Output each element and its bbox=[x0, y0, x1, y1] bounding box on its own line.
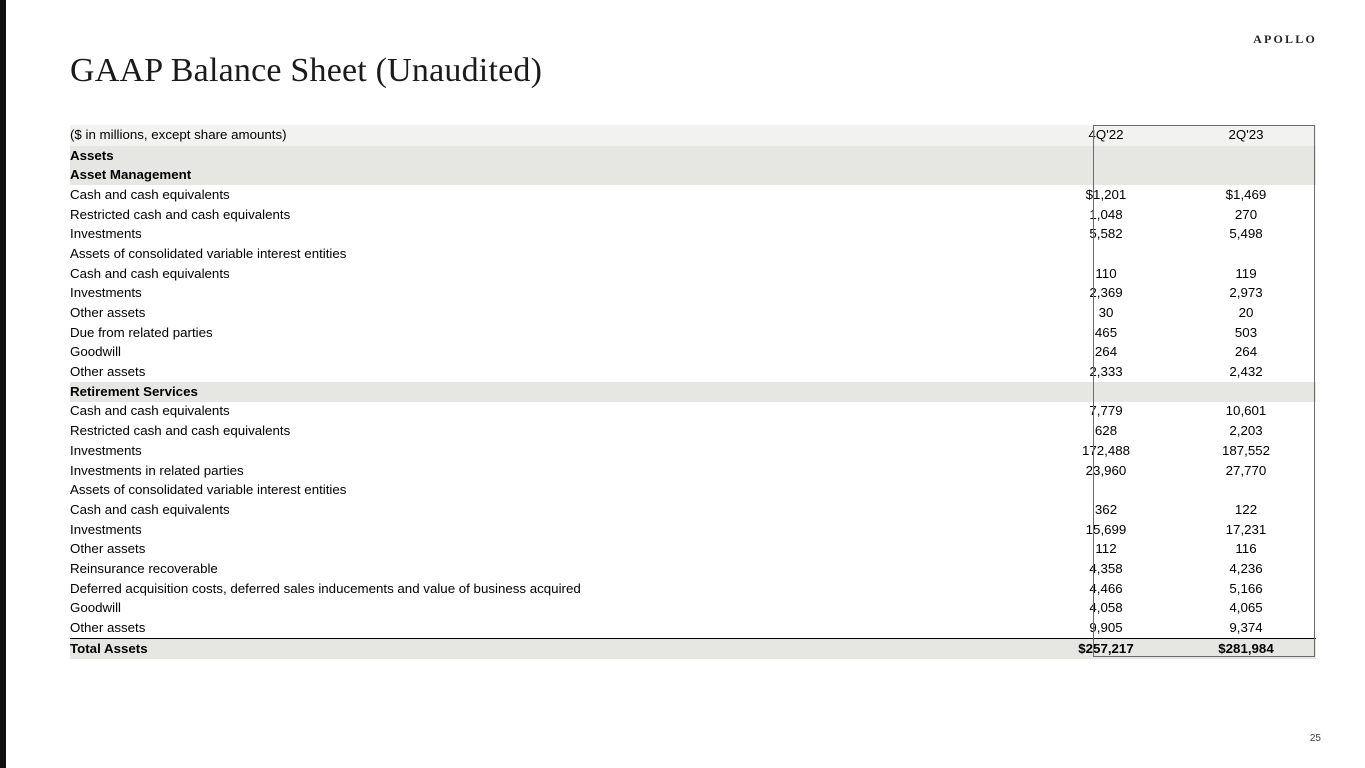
row-spacer bbox=[970, 284, 1036, 304]
row-label: Investments bbox=[70, 284, 970, 304]
table-row bbox=[70, 619, 1316, 639]
balance-sheet-table bbox=[70, 125, 1316, 659]
row-label: Assets bbox=[70, 146, 970, 166]
row-spacer bbox=[970, 363, 1036, 383]
table-row bbox=[70, 481, 1316, 501]
row-value-col2: 27,770 bbox=[1176, 461, 1316, 481]
table-body bbox=[70, 146, 1316, 659]
row-value-col2: 270 bbox=[1176, 205, 1316, 225]
row-value-col2: 10,601 bbox=[1176, 402, 1316, 422]
row-spacer bbox=[970, 402, 1036, 422]
row-value-col2: 2,203 bbox=[1176, 422, 1316, 442]
row-label: Retirement Services bbox=[70, 382, 970, 402]
table-row bbox=[70, 579, 1316, 599]
table-header-spacer bbox=[970, 125, 1036, 146]
row-value-col2: 20 bbox=[1176, 304, 1316, 324]
table-row bbox=[70, 225, 1316, 245]
row-label: Due from related parties bbox=[70, 323, 970, 343]
row-spacer bbox=[970, 599, 1036, 619]
row-value-col2 bbox=[1176, 382, 1316, 402]
row-value-col2: 5,498 bbox=[1176, 225, 1316, 245]
row-label: Restricted cash and cash equivalents bbox=[70, 422, 970, 442]
row-value-col1: 9,905 bbox=[1036, 619, 1176, 639]
row-value-col1: 1,048 bbox=[1036, 205, 1176, 225]
row-spacer bbox=[970, 639, 1036, 659]
row-label: Other assets bbox=[70, 540, 970, 560]
row-value-col2: 187,552 bbox=[1176, 441, 1316, 461]
row-value-col2 bbox=[1176, 481, 1316, 501]
row-spacer bbox=[970, 540, 1036, 560]
table-row bbox=[70, 166, 1316, 186]
row-value-col1: 15,699 bbox=[1036, 520, 1176, 540]
table-row bbox=[70, 146, 1316, 166]
row-spacer bbox=[970, 422, 1036, 442]
table-row bbox=[70, 402, 1316, 422]
row-value-col1: 362 bbox=[1036, 500, 1176, 520]
row-value-col2: 5,166 bbox=[1176, 579, 1316, 599]
row-label: Cash and cash equivalents bbox=[70, 500, 970, 520]
row-label: Investments bbox=[70, 441, 970, 461]
table-row bbox=[70, 343, 1316, 363]
slide-left-accent-bar bbox=[0, 0, 6, 768]
row-value-col2: 4,236 bbox=[1176, 559, 1316, 579]
row-value-col2: 122 bbox=[1176, 500, 1316, 520]
table-row bbox=[70, 264, 1316, 284]
table-header-row bbox=[70, 125, 1316, 146]
table-head bbox=[70, 125, 1316, 146]
row-spacer bbox=[970, 619, 1036, 639]
table-row bbox=[70, 205, 1316, 225]
row-label: Other assets bbox=[70, 619, 970, 639]
row-value-col2: $1,469 bbox=[1176, 185, 1316, 205]
row-value-col1 bbox=[1036, 244, 1176, 264]
row-value-col1: 4,058 bbox=[1036, 599, 1176, 619]
row-label: Other assets bbox=[70, 363, 970, 383]
row-label: Reinsurance recoverable bbox=[70, 559, 970, 579]
row-value-col1: 172,488 bbox=[1036, 441, 1176, 461]
page-title: GAAP Balance Sheet (Unaudited) bbox=[70, 52, 543, 89]
table-row bbox=[70, 185, 1316, 205]
row-spacer bbox=[970, 500, 1036, 520]
table-row bbox=[70, 422, 1316, 442]
row-label: Total Assets bbox=[70, 639, 970, 659]
table-row bbox=[70, 639, 1316, 659]
table-row bbox=[70, 244, 1316, 264]
table-header-col1: 4Q'22 bbox=[1036, 125, 1176, 146]
row-value-col2: 4,065 bbox=[1176, 599, 1316, 619]
row-value-col1: $1,201 bbox=[1036, 185, 1176, 205]
row-spacer bbox=[970, 304, 1036, 324]
row-spacer bbox=[970, 461, 1036, 481]
table-row bbox=[70, 304, 1316, 324]
row-value-col1: 2,333 bbox=[1036, 363, 1176, 383]
row-value-col1: 2,369 bbox=[1036, 284, 1176, 304]
row-label: Cash and cash equivalents bbox=[70, 402, 970, 422]
row-label: Assets of consolidated variable interest entities bbox=[70, 481, 970, 501]
row-spacer bbox=[970, 343, 1036, 363]
table-row bbox=[70, 520, 1316, 540]
row-value-col2: 9,374 bbox=[1176, 619, 1316, 639]
row-value-col2 bbox=[1176, 146, 1316, 166]
row-label: Restricted cash and cash equivalents bbox=[70, 205, 970, 225]
row-label: Investments bbox=[70, 225, 970, 245]
table-header-label: ($ in millions, except share amounts) bbox=[70, 125, 970, 146]
row-label: Cash and cash equivalents bbox=[70, 185, 970, 205]
table-row bbox=[70, 284, 1316, 304]
row-value-col1: 30 bbox=[1036, 304, 1176, 324]
row-label: Goodwill bbox=[70, 343, 970, 363]
apollo-logo: APOLLO bbox=[1253, 32, 1317, 46]
row-spacer bbox=[970, 382, 1036, 402]
row-label: Investments in related parties bbox=[70, 461, 970, 481]
row-value-col2: 119 bbox=[1176, 264, 1316, 284]
row-spacer bbox=[970, 579, 1036, 599]
row-value-col1: 7,779 bbox=[1036, 402, 1176, 422]
row-spacer bbox=[970, 146, 1036, 166]
row-spacer bbox=[970, 441, 1036, 461]
row-spacer bbox=[970, 166, 1036, 186]
row-label: Deferred acquisition costs, deferred sales inducements and value of business acquired bbox=[70, 579, 970, 599]
row-spacer bbox=[970, 559, 1036, 579]
row-value-col1: 4,466 bbox=[1036, 579, 1176, 599]
row-value-col1: 465 bbox=[1036, 323, 1176, 343]
row-label: Investments bbox=[70, 520, 970, 540]
row-spacer bbox=[970, 520, 1036, 540]
row-value-col2: 116 bbox=[1176, 540, 1316, 560]
table-row bbox=[70, 540, 1316, 560]
row-value-col2: 2,432 bbox=[1176, 363, 1316, 383]
row-label: Assets of consolidated variable interest entities bbox=[70, 244, 970, 264]
row-spacer bbox=[970, 264, 1036, 284]
table-row bbox=[70, 363, 1316, 383]
row-value-col1 bbox=[1036, 382, 1176, 402]
row-spacer bbox=[970, 244, 1036, 264]
row-value-col1: 4,358 bbox=[1036, 559, 1176, 579]
table-row bbox=[70, 500, 1316, 520]
row-value-col1: 110 bbox=[1036, 264, 1176, 284]
row-spacer bbox=[970, 323, 1036, 343]
row-value-col1: 264 bbox=[1036, 343, 1176, 363]
row-value-col1 bbox=[1036, 166, 1176, 186]
table-row bbox=[70, 461, 1316, 481]
row-value-col1: $257,217 bbox=[1036, 639, 1176, 659]
row-value-col2 bbox=[1176, 166, 1316, 186]
row-label: Goodwill bbox=[70, 599, 970, 619]
table-header-col2: 2Q'23 bbox=[1176, 125, 1316, 146]
row-label: Asset Management bbox=[70, 166, 970, 186]
row-value-col1: 5,582 bbox=[1036, 225, 1176, 245]
table-row bbox=[70, 323, 1316, 343]
row-value-col2: 2,973 bbox=[1176, 284, 1316, 304]
table-row bbox=[70, 441, 1316, 461]
row-spacer bbox=[970, 481, 1036, 501]
table-row bbox=[70, 559, 1316, 579]
row-label: Cash and cash equivalents bbox=[70, 264, 970, 284]
row-spacer bbox=[970, 205, 1036, 225]
table-row bbox=[70, 382, 1316, 402]
row-value-col1: 628 bbox=[1036, 422, 1176, 442]
row-value-col2: 264 bbox=[1176, 343, 1316, 363]
row-spacer bbox=[970, 185, 1036, 205]
row-value-col1: 112 bbox=[1036, 540, 1176, 560]
row-value-col1 bbox=[1036, 146, 1176, 166]
row-label: Other assets bbox=[70, 304, 970, 324]
row-value-col2: $281,984 bbox=[1176, 639, 1316, 659]
row-value-col1: 23,960 bbox=[1036, 461, 1176, 481]
page-number: 25 bbox=[1309, 733, 1321, 744]
balance-sheet-table-container bbox=[70, 125, 1316, 659]
row-value-col2: 17,231 bbox=[1176, 520, 1316, 540]
row-spacer bbox=[970, 225, 1036, 245]
row-value-col1 bbox=[1036, 481, 1176, 501]
row-value-col2 bbox=[1176, 244, 1316, 264]
row-value-col2: 503 bbox=[1176, 323, 1316, 343]
table-row bbox=[70, 599, 1316, 619]
